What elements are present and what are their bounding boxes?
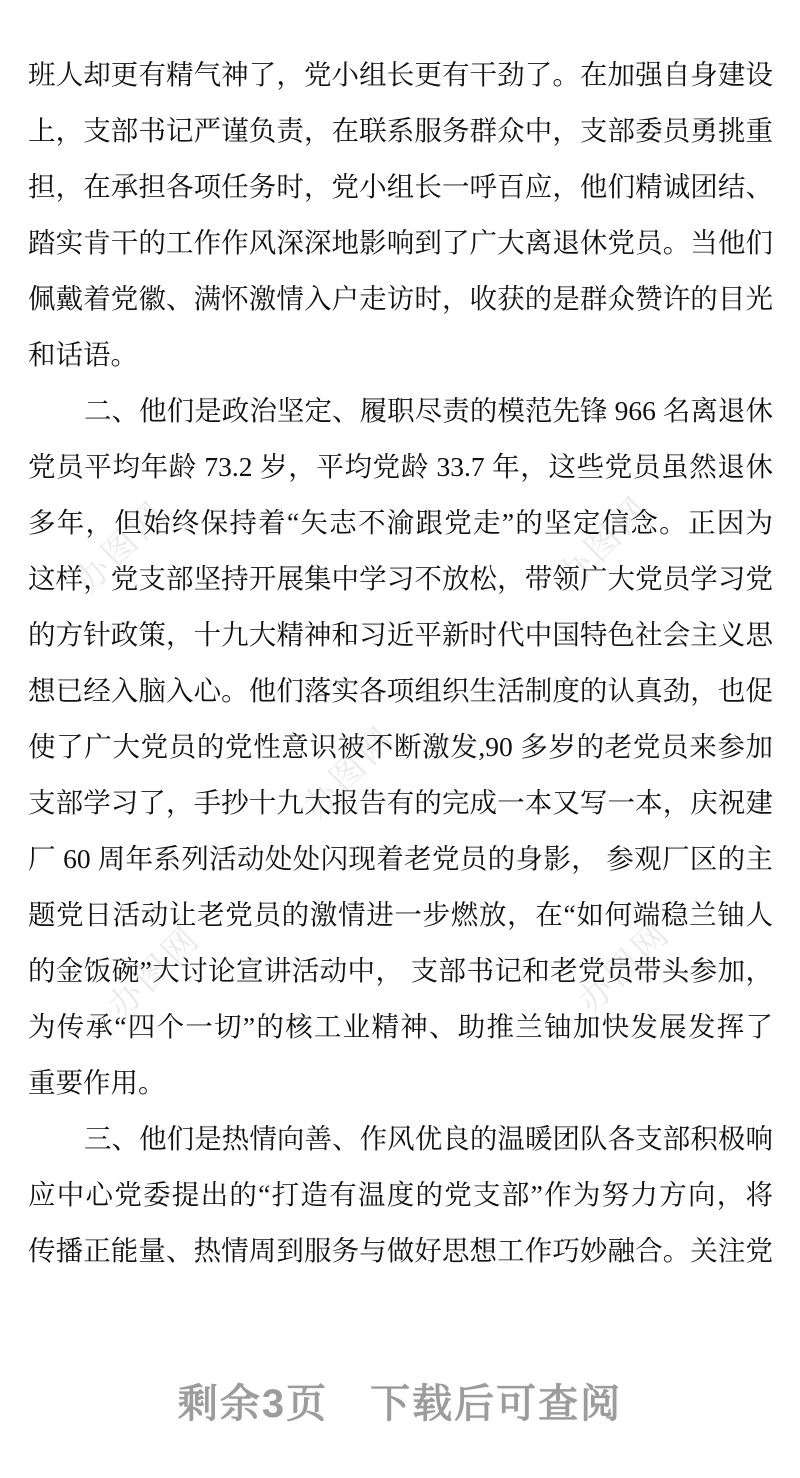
text-line: 踏实肯干的工作作风深深地影响到了广大离退休党员。当他们 xyxy=(28,227,773,258)
text-line: 使了广大党员的党性意识被不断激发,90 多岁的老党员来参加 xyxy=(28,731,773,762)
watermark-text: 办图网 xyxy=(67,493,176,601)
document-body xyxy=(28,47,773,1279)
text-line: 上，支部书记严谨负责，在联系服务群众中，支部委员勇挑重 xyxy=(28,115,773,146)
text-line: 担，在承担各项任务时，党小组长一呼百应，他们精诚团结、 xyxy=(28,171,773,202)
text-line: 党员平均年龄 73.2 岁，平均党龄 33.7 年，这些党员虽然退休 xyxy=(28,451,773,482)
text-line: 和话语。 xyxy=(28,339,138,370)
text-line: 多年，但始终保持着“矢志不渝跟党走”的坚定信念。正因为 xyxy=(28,507,773,538)
text-line: 应中心党委提出的“打造有温度的党支部”作为努力方向，将 xyxy=(28,1179,773,1210)
preview-footer xyxy=(0,1372,800,1429)
text-line: 佩戴着党徽、满怀激情入户走访时，收获的是群众赞许的目光 xyxy=(28,283,773,314)
watermark-text: 办图网 xyxy=(100,918,209,1026)
text-line: 为传承“四个一切”的核工业精神、助推兰铀加快发展发挥了 xyxy=(28,1011,773,1042)
watermark-text: 办图网 xyxy=(550,488,659,596)
text-line: 支部学习了，手抄十九大报告有的完成一本又写一本，庆祝建 xyxy=(28,787,773,818)
watermark-text: 办图网 xyxy=(570,913,679,1021)
text-line: 三、他们是热情向善、作风优良的温暖团队各支部积极响 xyxy=(84,1123,773,1154)
watermark-text: 办图网 xyxy=(295,718,404,826)
text-line: 的金饭碗”大讨论宣讲活动中， 支部书记和老党员带头参加， xyxy=(28,955,773,986)
download-hint-label: 下载后可查阅 xyxy=(370,1382,623,1426)
text-line: 的方针政策，十九大精神和习近平新时代中国特色社会主义思 xyxy=(28,619,773,650)
text-line: 传播正能量、热情周到服务与做好思想工作巧妙融合。关注党 xyxy=(28,1235,773,1266)
text-line: 二、他们是政治坚定、履职尽责的模范先锋 966 名离退休 xyxy=(84,395,773,426)
text-line: 班人却更有精气神了，党小组长更有干劲了。在加强自身建设 xyxy=(28,59,773,90)
text-line: 想已经入脑入心。他们落实各项组织生活制度的认真劲，也促 xyxy=(28,675,773,706)
text-line: 这样，党支部坚持开展集中学习不放松，带领广大党员学习党 xyxy=(28,563,773,594)
text-line: 题党日活动让老党员的激情进一步燃放，在“如何端稳兰铀人 xyxy=(28,899,773,930)
text-line: 厂 60 周年系列活动处处闪现着老党员的身影， 参观厂区的主 xyxy=(28,843,773,874)
text-line: 重要作用。 xyxy=(28,1067,166,1098)
remaining-pages-label: 剩余3页 xyxy=(177,1382,329,1426)
